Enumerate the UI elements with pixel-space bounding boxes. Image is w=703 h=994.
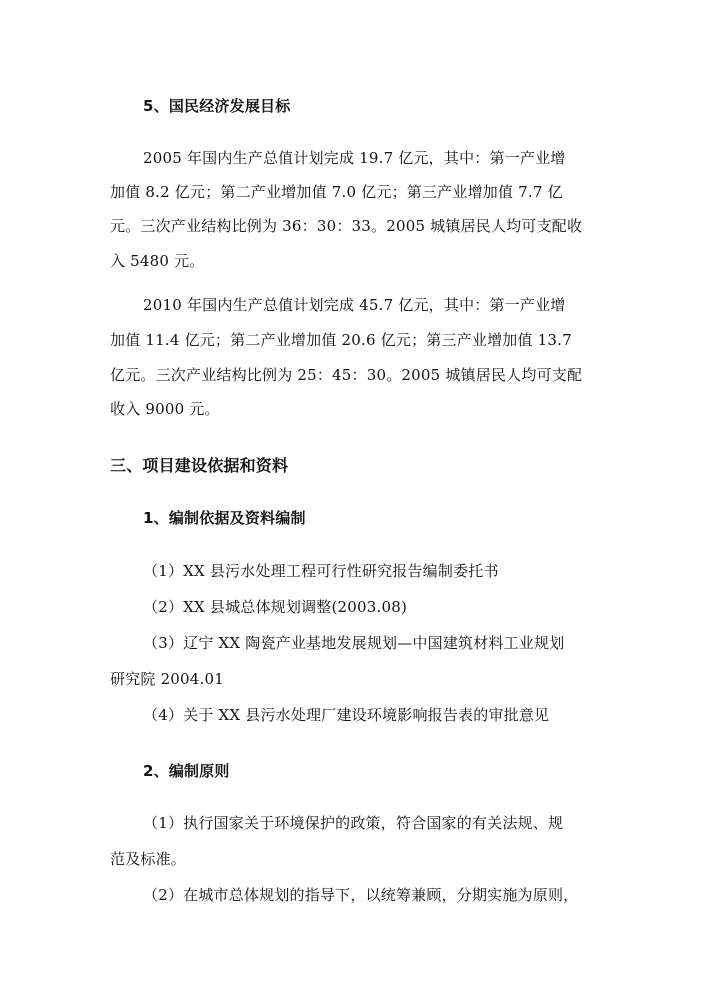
paragraph-line: 加值 8.2 亿元；第二产业增加值 7.0 亿元；第三产业增加值 7.7 亿 (110, 183, 563, 201)
paragraph-line: 元。三次产业结构比例为 36：30：33。2005 城镇居民人均可支配收 (110, 217, 583, 235)
paragraph-line: 亿元。三次产业结构比例为 25：45：30。2005 城镇居民人均可支配 (110, 366, 583, 384)
list-item: 研究院 2004.01 (110, 670, 224, 688)
subsection-1-heading: 1、编制依据及资料编制 (143, 509, 306, 527)
paragraph-line: 入 5480 元。 (110, 252, 205, 270)
section-3-heading: 三、项目建设依据和资料 (110, 456, 289, 475)
list-item: （1）XX 县污水处理工程可行性研究报告编制委托书 (143, 562, 499, 580)
list-item: （2）XX 县城总体规划调整(2003.08) (143, 598, 408, 616)
paragraph-line: 2005 年国内生产总值计划完成 19.7 亿元，其中：第一产业增 (143, 149, 566, 167)
list-item: （4）关于 XX 县污水处理厂建设环境影响报告表的审批意见 (143, 706, 550, 724)
section-5-heading: 5、国民经济发展目标 (143, 97, 291, 115)
list-item: （3）辽宁 XX 陶瓷产业基地发展规划—中国建筑材料工业规划 (143, 634, 565, 652)
paragraph-line: 收入 9000 元。 (110, 400, 220, 418)
list-item: 范及标准。 (110, 850, 187, 868)
list-item: （1）执行国家关于环境保护的政策，符合国家的有关法规、规 (143, 814, 564, 832)
list-item: （2）在城市总体规划的指导下，以统筹兼顾，分期实施为原则， (143, 886, 579, 904)
paragraph-line: 2010 年国内生产总值计划完成 45.7 亿元，其中：第一产业增 (143, 296, 566, 314)
paragraph-line: 加值 11.4 亿元；第二产业增加值 20.6 亿元；第三产业增加值 13.7 (110, 331, 572, 349)
subsection-2-heading: 2、编制原则 (143, 762, 230, 780)
